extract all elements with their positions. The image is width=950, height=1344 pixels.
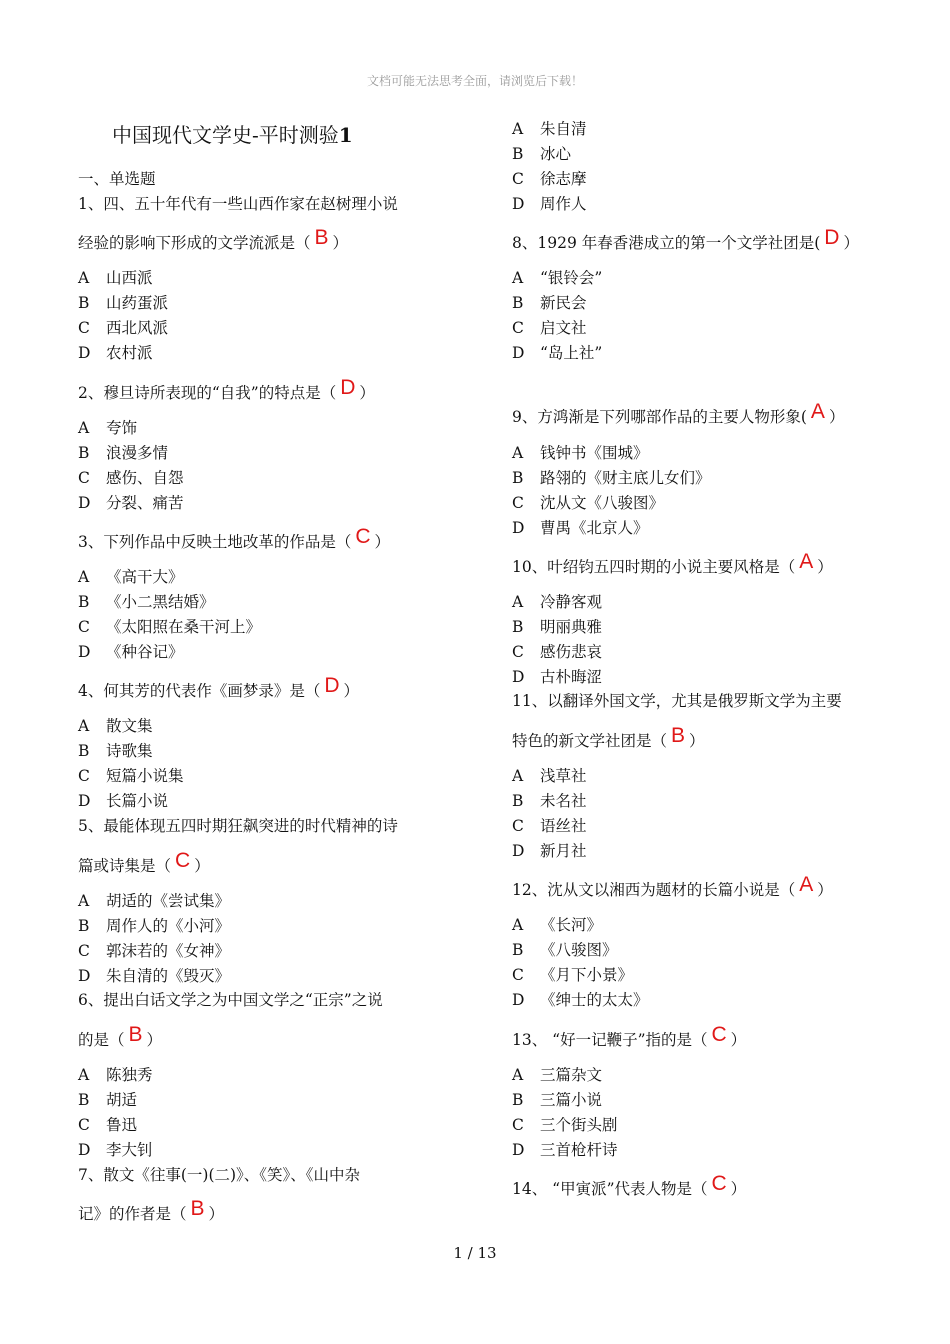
option-12a: A 《长河》 <box>512 916 603 934</box>
option-2b: B 浪漫多情 <box>78 444 169 462</box>
answer-3: C <box>355 525 371 548</box>
question-6-line2: 的是（ B ） <box>78 1023 163 1049</box>
option-7b: B 冰心 <box>512 145 572 163</box>
option-6c: C 鲁迅 <box>78 1116 138 1134</box>
option-13d: D 三首枪杆诗 <box>512 1141 618 1159</box>
option-6a: A 陈独秀 <box>78 1066 153 1084</box>
option-4c: C 短篇小说集 <box>78 767 184 785</box>
answer-11: B <box>671 724 686 747</box>
option-3c: C 《太阳照在桑干河上》 <box>78 618 262 636</box>
question-10: 10、叶绍钧五四时期的小说主要风格是（ A ） <box>512 550 833 576</box>
option-6b: B 胡适 <box>78 1091 138 1109</box>
watermark: 文档可能无法思考全面，请浏览后下载！ <box>366 74 583 88</box>
question-14: 14、 “甲寅派”代表人物是（ C ） <box>512 1172 747 1198</box>
question-9: 9、方鸿渐是下列哪部作品的主要人物形象( A ） <box>512 400 845 426</box>
option-11c: C 语丝社 <box>512 817 587 835</box>
option-11a: A 浅草社 <box>512 767 587 785</box>
option-1a: A 山西派 <box>78 269 153 287</box>
question-8: 8、1929 年春香港成立的第一个文学社团是( D ） <box>512 226 859 252</box>
option-9d: D 曹禺《北京人》 <box>512 519 649 537</box>
question-7-line1: 7、散文《往事(一)(二)》、《笑》、《山中杂 <box>78 1166 361 1184</box>
option-4d: D 长篇小说 <box>78 792 169 810</box>
answer-13: C <box>711 1023 727 1046</box>
option-3b: B 《小二黑结婚》 <box>78 593 215 611</box>
question-12: 12、沈从文以湘西为题材的长篇小说是（ A ） <box>512 873 833 899</box>
option-3a: A 《高干大》 <box>78 568 184 586</box>
question-1-line2: 经验的影响下形成的文学流派是（ B ） <box>78 226 349 252</box>
question-1-line1: 1、四、五十年代有一些山西作家在赵树理小说 <box>78 195 398 213</box>
option-4a: A 散文集 <box>78 717 153 735</box>
option-10c: C 感伤悲哀 <box>512 643 603 661</box>
page-title <box>112 120 353 150</box>
option-5a: A 胡适的《尝试集》 <box>78 892 231 910</box>
section-heading: 一、单选题 <box>78 170 156 188</box>
option-12d: D 《绅士的太太》 <box>512 991 649 1009</box>
option-10b: B 明丽典雅 <box>512 618 603 636</box>
answer-12: A <box>799 873 814 896</box>
option-2a: A 夸饰 <box>78 419 138 437</box>
option-5b: B 周作人的《小河》 <box>78 917 231 935</box>
option-4b: B 诗歌集 <box>78 742 153 760</box>
option-11d: D 新月社 <box>512 842 587 860</box>
title-number: 1 <box>338 123 353 147</box>
option-8c: C 启文社 <box>512 319 587 337</box>
option-11b: B 未名社 <box>512 792 587 810</box>
answer-4: D <box>324 674 340 697</box>
question-11-line1: 11、以翻译外国文学，尤其是俄罗斯文学为主要 <box>512 692 842 710</box>
page-number: 1 / 13 <box>453 1244 497 1262</box>
option-8d: D “岛上社” <box>512 344 603 362</box>
answer-8: D <box>824 226 840 249</box>
option-9c: C 沈从文《八骏图》 <box>512 494 665 512</box>
option-8a: A “银铃会” <box>512 269 603 287</box>
answer-14: C <box>711 1172 727 1195</box>
option-6d: D 李大钊 <box>78 1141 153 1159</box>
answer-6: B <box>128 1023 143 1046</box>
option-1c: C 西北风派 <box>78 319 169 337</box>
answer-9: A <box>810 400 825 423</box>
answer-7: B <box>190 1197 205 1220</box>
option-1d: D 农村派 <box>78 344 153 362</box>
option-13b: B 三篇小说 <box>512 1091 603 1109</box>
option-3d: D 《种谷记》 <box>78 643 184 661</box>
option-8b: B 新民会 <box>512 294 587 312</box>
title-text: 中国现代文学史-平时测验 <box>112 123 339 147</box>
question-3: 3、下列作品中反映土地改革的作品是（ C ） <box>78 525 391 551</box>
option-13a: A 三篇杂文 <box>512 1066 603 1084</box>
option-12b: B 《八骏图》 <box>512 941 618 959</box>
option-10a: A 冷静客观 <box>512 593 603 611</box>
question-11-line2: 特色的新文学社团是（ B ） <box>512 724 705 750</box>
option-12c: C 《月下小景》 <box>512 966 634 984</box>
option-5d: D 朱自清的《毁灭》 <box>78 967 231 985</box>
question-7-line2: 记》的作者是（ B ） <box>78 1197 225 1223</box>
answer-5: C <box>175 849 191 872</box>
option-5c: C 郭沫若的《女神》 <box>78 942 231 960</box>
answer-2: D <box>340 376 356 399</box>
option-7a: A 朱自清 <box>512 120 587 138</box>
question-13: 13、 “好一记鞭子”指的是（ C ） <box>512 1023 747 1049</box>
question-2: 2、穆旦诗所表现的“自我”的特点是（ D ） <box>78 376 375 402</box>
option-2c: C 感伤、自怨 <box>78 469 184 487</box>
option-9b: B 路翎的《财主底儿女们》 <box>512 469 711 487</box>
option-10d: D 古朴晦涩 <box>512 668 603 686</box>
question-5-line2: 篇或诗集是（ C ） <box>78 849 210 875</box>
option-2d: D 分裂、痛苦 <box>78 494 184 512</box>
option-7d: D 周作人 <box>512 195 587 213</box>
answer-10: A <box>799 550 814 573</box>
option-7c: C 徐志摩 <box>512 170 587 188</box>
answer-1: B <box>314 226 329 249</box>
question-5-line1: 5、最能体现五四时期狂飙突进的时代精神的诗 <box>78 817 398 835</box>
option-9a: A 钱钟书《围城》 <box>512 444 649 462</box>
option-13c: C 三个街头剧 <box>512 1116 618 1134</box>
question-4: 4、何其芳的代表作《画梦录》是（ D ） <box>78 674 360 700</box>
option-1b: B 山药蛋派 <box>78 294 169 312</box>
question-6-line1: 6、提出白话文学之为中国文学之“正宗”之说 <box>78 991 383 1009</box>
